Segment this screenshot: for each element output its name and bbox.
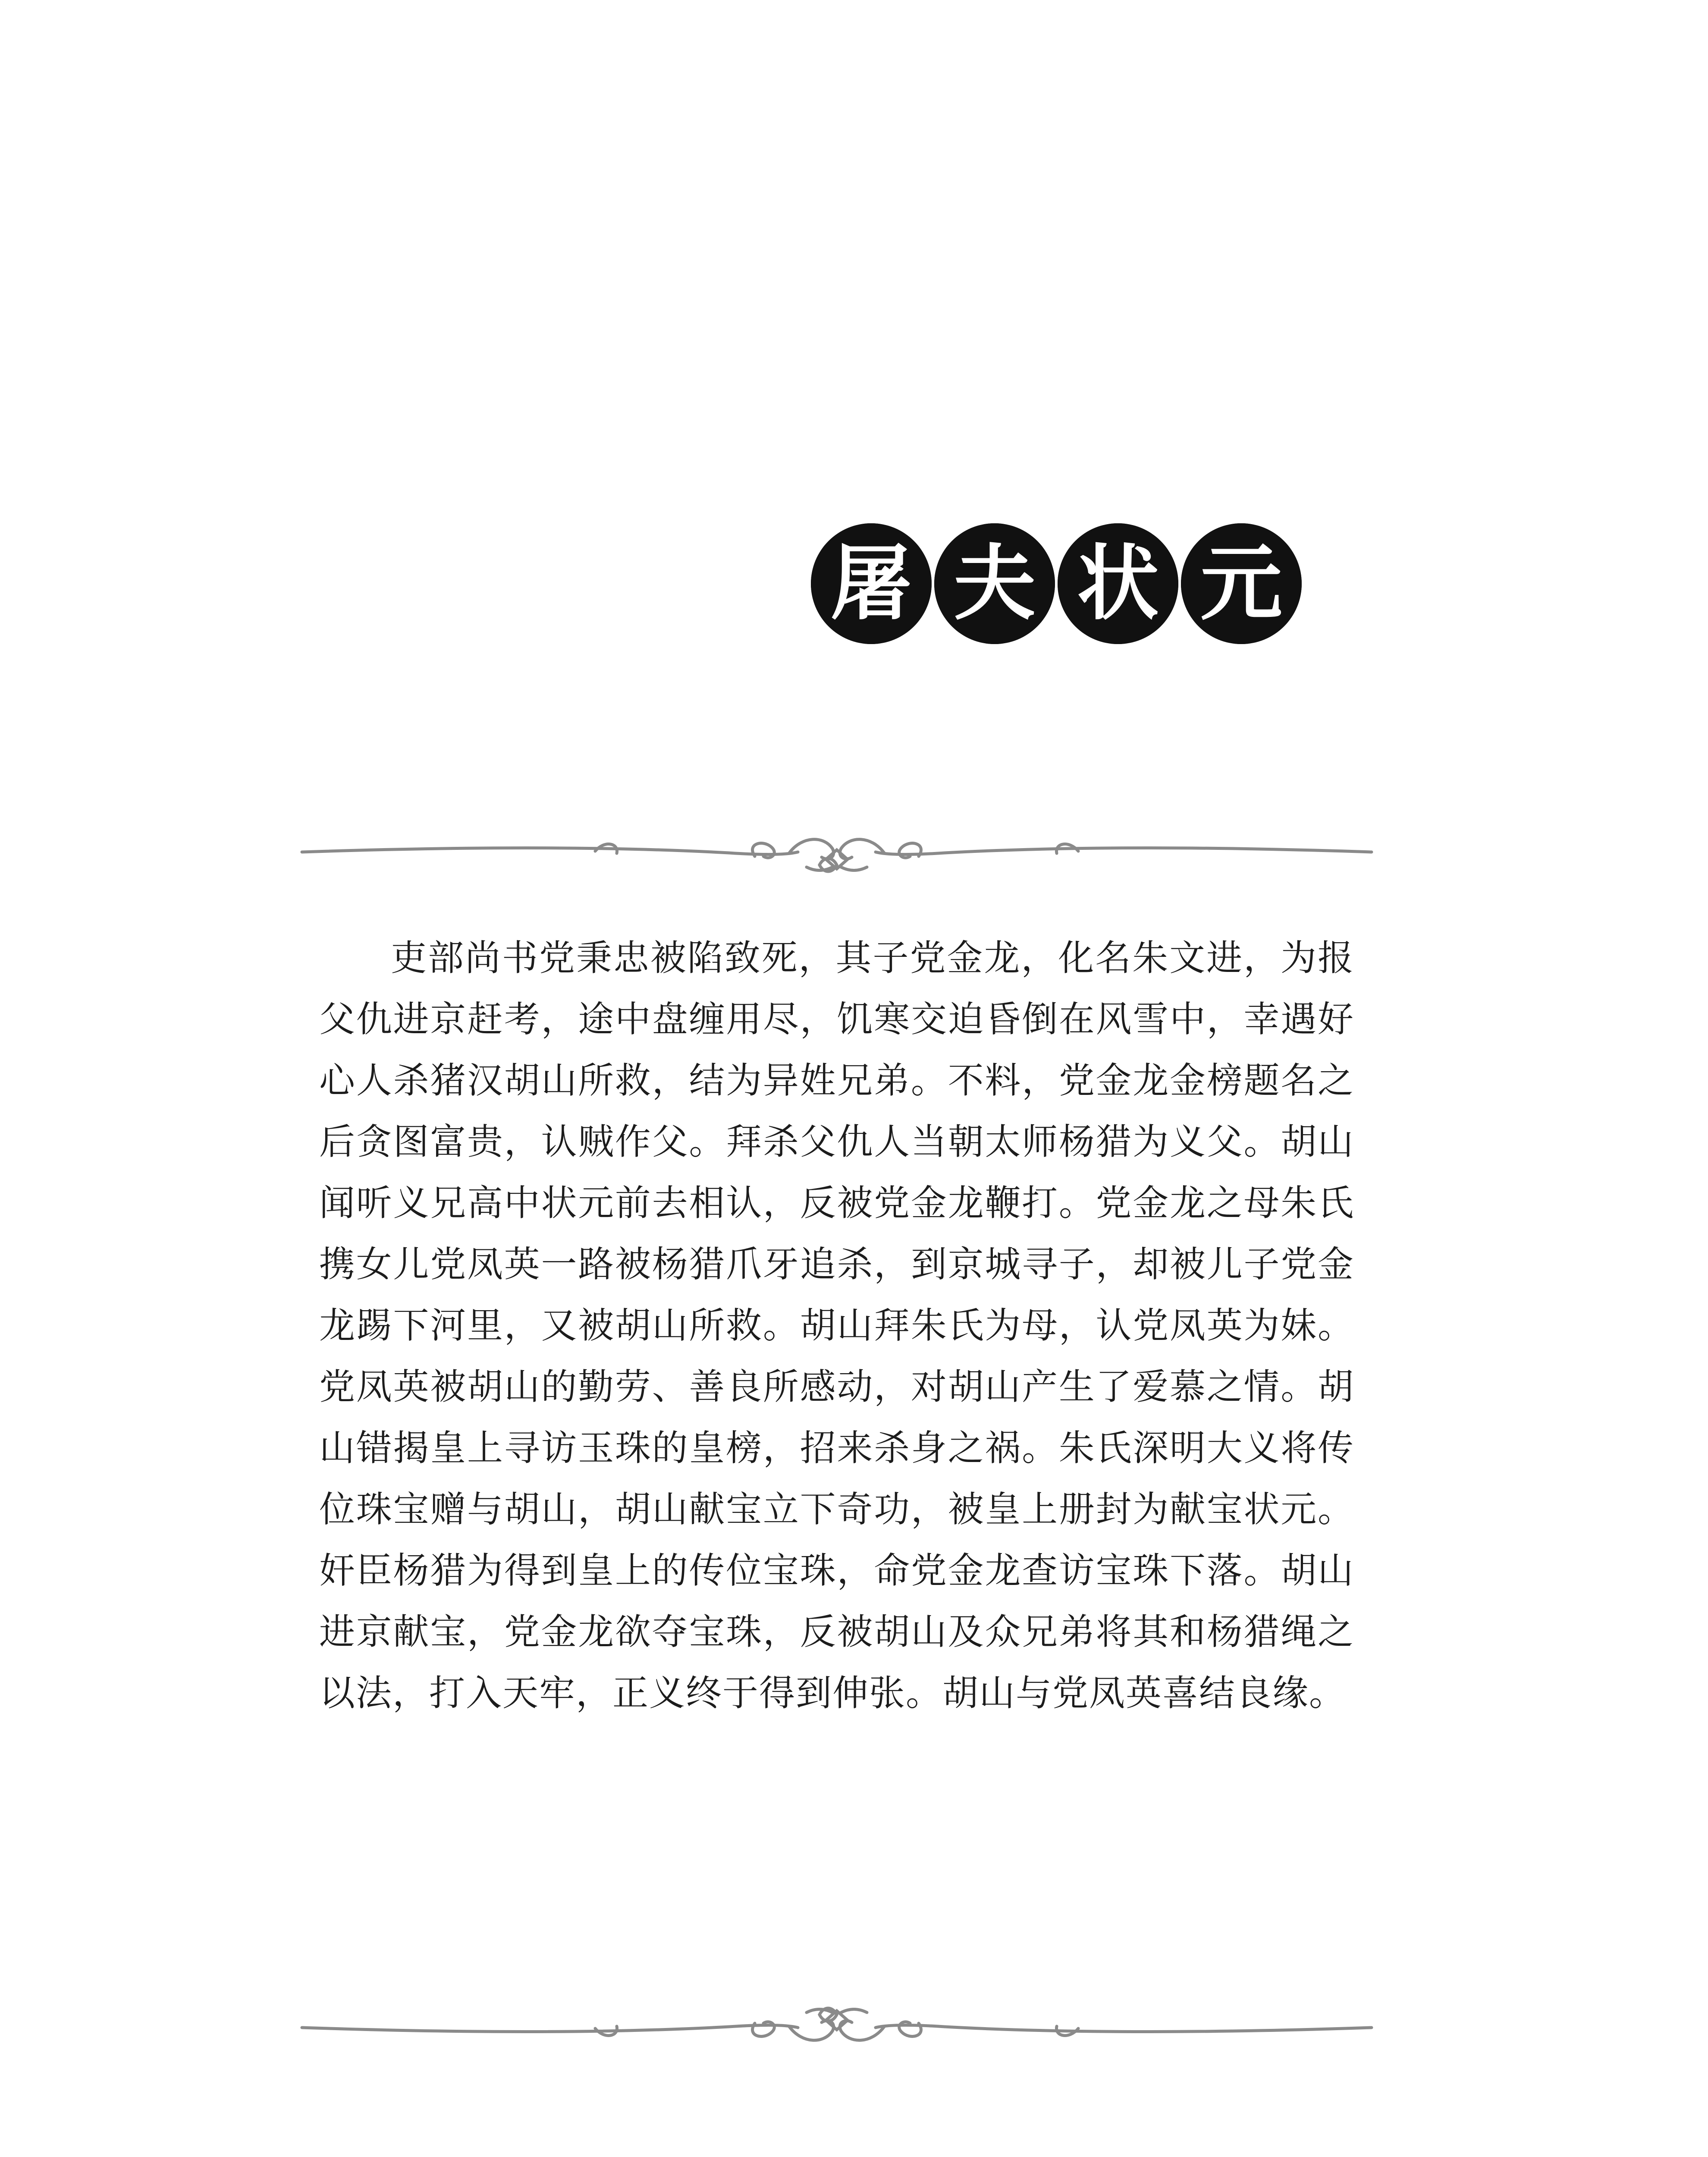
ornamental-divider-bottom (298, 2002, 1376, 2053)
page-title (811, 521, 1311, 646)
title-char: 夫 (934, 523, 1055, 644)
synopsis-paragraph: 吏部尚书党秉忠被陷致死，其子党金龙，化名朱文进，为报父仇进京赶考，途中盘缠用尽，饥寒交迫昏倒在风雪中，幸遇好心人杀猪汉胡山所救，结为异姓兄弟。不料，党金龙金榜题名之后贪图富贵，认贼作父。拜杀父仇人当朝太师杨猎为义父。胡山闻听义兄高中状元前去相认，反被党金龙鞭打。党金龙之母朱氏携女儿党凤英一路被杨猎爪牙追杀，到京城寻子，却被儿子党金龙踢下河里，又被胡山所救。胡山拜朱氏为母，认党凤英为妹。党凤英被胡山的勤劳、善良所感动，对胡山产生了爱慕之情。胡山错揭皇上寻访玉珠的皇榜，招来杀身之祸。朱氏深明大义将传位珠宝赠与胡山，胡山献宝立下奇功，被皇上册封为献宝状元。奸臣杨猎为得到皇上的传位宝珠，命党金龙查访宝珠下落。胡山进京献宝，党金龙欲夺宝珠，反被胡山及众兄弟将其和杨猎绳之以法，打入天牢，正义终于得到伸张。胡山与党凤英喜结良缘。 (319, 937, 1354, 1714)
title-char: 元 (1181, 523, 1302, 644)
title-char: 屠 (811, 523, 932, 644)
ornamental-divider-top (298, 826, 1376, 878)
title-char: 状 (1058, 523, 1178, 644)
